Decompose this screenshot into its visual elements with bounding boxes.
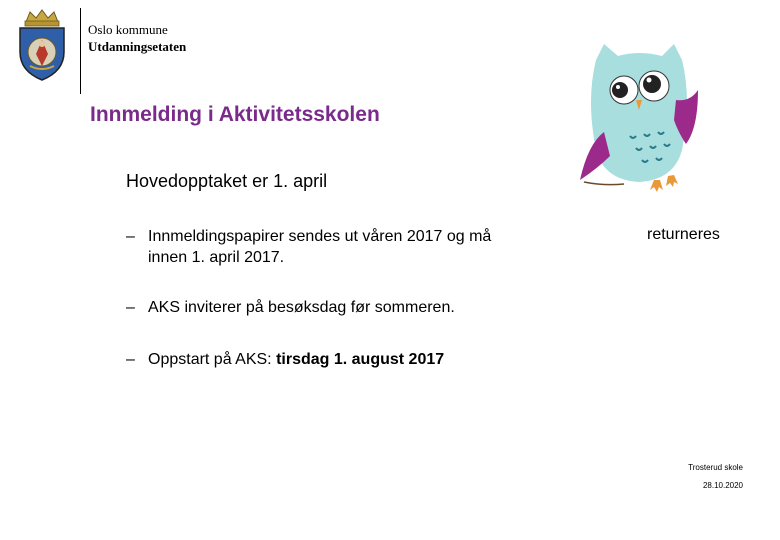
bullet-text-bold: tirsdag 1. august 2017 [276,351,445,368]
bullet-text-prefix: Oppstart på AKS: [148,351,277,368]
oslo-coat-of-arms-icon [12,8,72,82]
bullet-text-line-2: innen 1. april 2017. [148,249,285,266]
footer-date: 28.10.2020 [702,481,743,490]
slide-title: Innmelding i Aktivitetsskolen [90,103,380,126]
header-divider [80,8,81,94]
bullet-detached-word: returneres [647,226,720,243]
bullet-item-2 [126,297,455,318]
bullet-dash: – [126,351,135,368]
bullet-dash: – [126,299,135,316]
organization-name [88,21,186,55]
bullet-text: AKS inviterer på besøksdag før sommeren. [148,299,455,316]
org-line-2: Utdanningsetaten [88,39,187,54]
slide-subheading: Hovedopptaket er 1. april [126,171,328,191]
bullet-dash: – [126,228,135,245]
footer-school: Trosterud skole [688,463,743,472]
bullet-text-line-1: Innmeldingspapirer sendes ut våren 2017 og må [148,228,492,245]
bullet-item-3 [126,349,444,370]
bullet-item-1 [126,226,556,268]
owl-illustration [574,40,704,192]
org-line-1: Oslo kommune [88,22,168,37]
